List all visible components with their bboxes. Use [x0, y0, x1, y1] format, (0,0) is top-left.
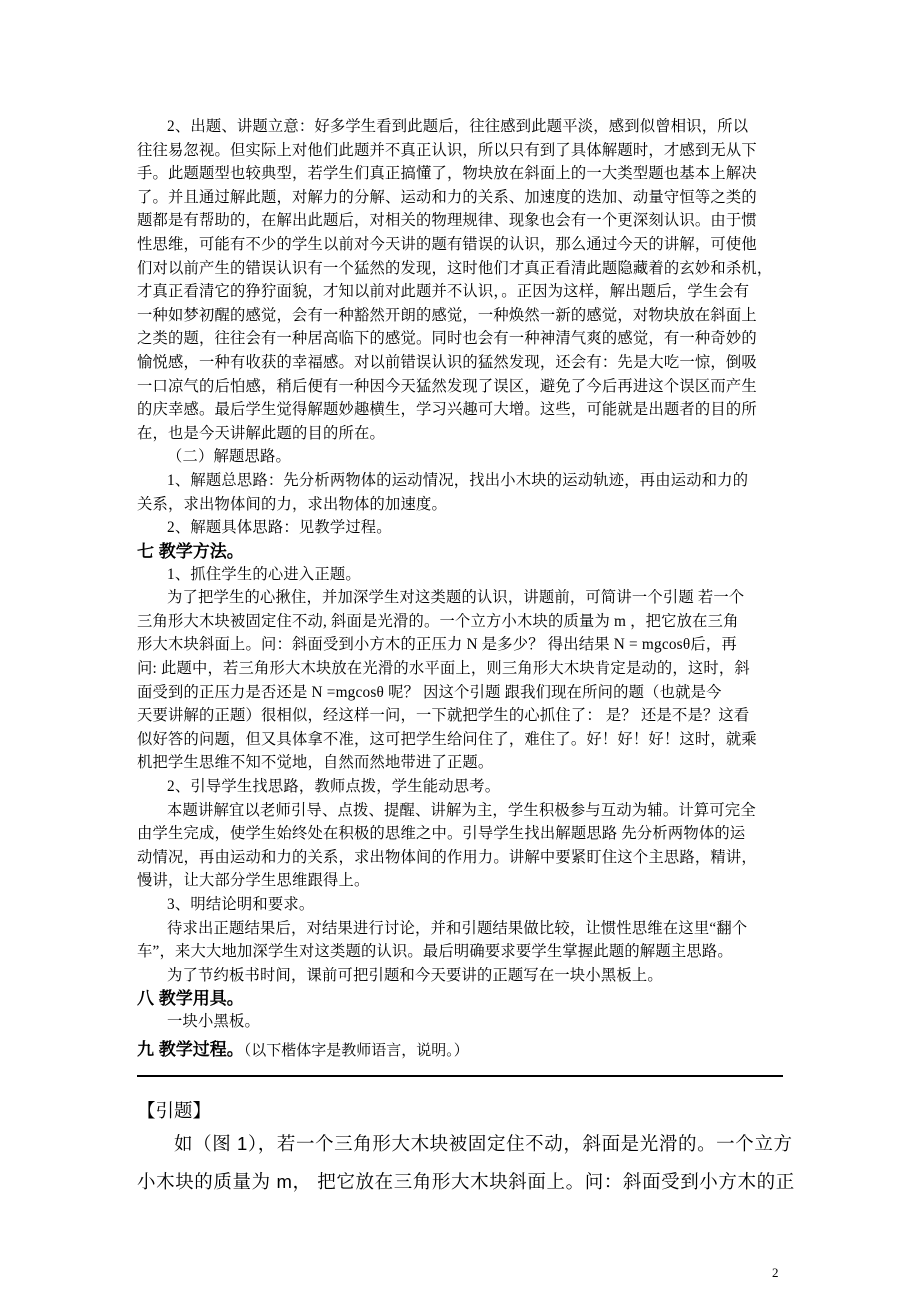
text-line: 天要讲解的正题）很相似，经这样一问，一下就把学生的心抓住了： 是？ 还是不是？这看	[137, 707, 750, 725]
text-line: 为了节约板书时间，课前可把引题和今天要讲的正题写在一块小黑板上。	[167, 966, 663, 984]
document-body	[137, 115, 787, 1062]
text-line: 一口凉气的后怕感，稍后便有一种因今天猛然发现了误区，避免了今后再进这个误区而产生	[137, 377, 757, 395]
text-line: 为了把学生的心揪住，并加深学生对这类题的认识，讲题前，可简讲一个引题 若一个	[167, 589, 745, 607]
text-line: 待求出正题结果后，对结果进行讨论，并和引题结果做比较，让惯性思维在这里“翻个	[167, 919, 748, 937]
text-line: 才真正看清它的狰狞面貌，才知以前对此题并不认识，。正因为这样，解出题后，学生会有	[137, 283, 750, 301]
text-line: 3、明结论明和要求。	[167, 896, 315, 913]
section-heading: 八 教学用具。	[137, 989, 244, 1009]
horizontal-rule	[137, 1075, 783, 1077]
text-line: 三角形大木块被固定住不动, 斜面是光滑的。一个立方小木块的质量为 m ，把它放在三角	[137, 612, 739, 630]
text-line: 由学生完成，使学生始终处在积极的思维之中。引导学生找出解题思路 先分析两物体的运	[137, 825, 746, 843]
text-line: 在，也是今天讲解此题的目的所在。	[137, 424, 385, 442]
text-line: 一块小黑板。	[167, 1013, 260, 1031]
text-line: 了。并且通过解此题，对解力的分解、运动和力的关系、加速度的迭加、动量守恒等之类的	[137, 188, 757, 206]
page-number: 2	[772, 1265, 779, 1280]
text-line: 往往易忽视。但实际上对他们此题并不真正认识，所以只有到了具体解题时，才感到无从下	[137, 141, 757, 159]
text-line: 形大木块斜面上。问：斜面受到小方木的正压力 N 是多少？ 得出结果 N = mgcosθ后，再	[137, 636, 737, 654]
section-heading	[137, 1038, 787, 1062]
text-line: 之类的题，往往会有一种居高临下的感觉。同时也会有一种神清气爽的感觉，有一种奇妙的	[137, 330, 757, 348]
text-line: 们对以前产生的错误认识有一个猛然的发现，这时他们才真正看清此题隐藏着的玄妙和杀机，	[137, 259, 773, 277]
text-line: 问: 此题中，若三角形大木块放在光滑的水平面上，则三角形大木块肯定是动的，这时，斜	[137, 660, 750, 678]
text-line: 关系，求出物体间的力，求出物体的加速度。	[137, 495, 447, 513]
text-line: 手。此题题型也较典型，若学生们真正搞懂了，物块放在斜面上的一大类型题也基本上解决	[137, 165, 757, 183]
heading-note: （以下楷体字是教师语言，说明。）	[243, 1041, 469, 1059]
text-line: 1、解题总思路：先分析两物体的运动情况，找出小木块的运动轨迹，再由运动和力的	[167, 471, 749, 489]
text-line: 1、抓住学生的心进入正题。	[167, 565, 361, 583]
text-line: （二）解题思路。	[167, 448, 291, 466]
text-line: 性思维，可能有不少的学生以前对今天讲的题有错误的认识，那么通过今天的讲解，可使他	[137, 235, 757, 253]
intro-line: 如（图 1），若一个三角形大木块被固定住不动，斜面是光滑的。一个立方	[174, 1133, 793, 1154]
text-line: 2、出题、讲题立意：好多学生看到此题后，往往感到此题平淡，感到似曾相识，所以	[167, 118, 749, 135]
intro-section	[137, 1097, 795, 1201]
intro-line: 小木块的质量为 m， 把它放在三角形大木块斜面上。问：斜面受到小方木的正	[137, 1171, 795, 1192]
text-line: 慢讲，让大部分学生思维跟得上。	[137, 872, 370, 890]
text-line: 动情况，再由运动和力的关系，求出物体间的作用力。讲解中要紧盯住这个主思路，精讲，	[137, 848, 757, 866]
text-line: 车”，来大大地加深学生对这类题的认识。最后明确要求要学生掌握此题的解题主思路。	[137, 943, 733, 961]
text-line: 一种如梦初醒的感觉，会有一种豁然开朗的感觉，一种焕然一新的感觉，对物块放在斜面上	[137, 306, 757, 324]
heading-text: 九 教学过程。	[137, 1039, 244, 1059]
text-line: 2、解题具体思路：见教学过程。	[167, 519, 392, 537]
text-line: 本题讲解宜以老师引导、点拨、提醒、讲解为主，学生积极参与互动为辅。计算可完全	[167, 801, 756, 819]
text-line: 题都是有帮助的，在解出此题后，对相关的物理规律、现象也会有一个更深刻认识。由于惯	[137, 212, 757, 230]
text-line: 2、引导学生找思路，教师点拨，学生能动思考。	[167, 778, 501, 796]
text-line: 似好答的问题，但又具体拿不准，这可把学生给问住了，难住了。好！好！好！这时，就乘	[137, 730, 757, 748]
text-line: 愉悦感，一种有收获的幸福感。对以前错误认识的猛然发现，还会有：先是大吃一惊，倒吸	[137, 353, 757, 371]
section-heading: 七 教学方法。	[137, 541, 244, 561]
text-line: 机把学生思维不知不觉地，自然而然地带进了正题。	[137, 754, 494, 772]
text-line: 面受到的正压力是否还是 N =mgcosθ 呢？ 因这个引题 跟我们现在所问的题（也就是今	[137, 683, 722, 701]
text-line: 的庆幸感。最后学生觉得解题妙趣横生，学习兴趣可大增。这些，可能就是出题者的目的所	[137, 401, 757, 419]
intro-title: 【引题】	[137, 1100, 212, 1121]
